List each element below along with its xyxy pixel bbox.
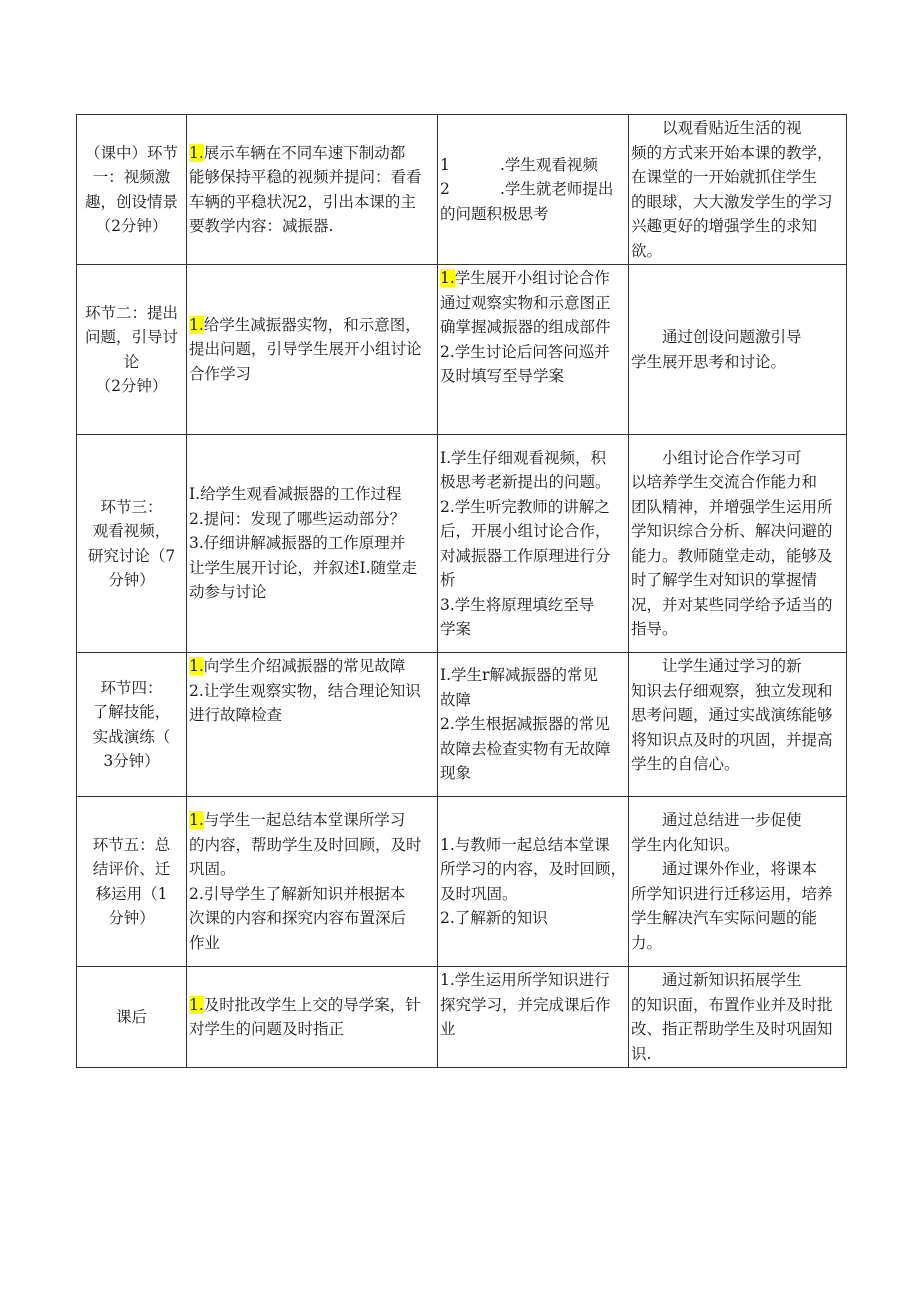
stage-text: 环节四： (100, 678, 163, 697)
intent-text: 能力。教师随堂走动，能够及 (631, 546, 833, 565)
teacher-text: 3.仔细讲解减振器的工作原理并 (189, 534, 406, 553)
highlight-marker: 1. (189, 657, 204, 675)
table-row (77, 265, 847, 435)
student-text: 对减振器工作原理进行分 (440, 546, 611, 565)
student-text: 2.了解新的知识 (440, 909, 548, 927)
teacher-text: 对学生的问题及时指正 (189, 1020, 345, 1038)
stage-text: 一：视频激 (92, 168, 171, 186)
stage-text: 课后 (115, 1007, 147, 1026)
student-activity-cell (438, 435, 629, 653)
intent-text: 时了解学生对知识的掌握情 (631, 571, 818, 589)
design-intent-cell (629, 115, 847, 265)
intent-text: 学生的自信心。 (631, 755, 740, 773)
teacher-text: 巩固。 (189, 860, 236, 878)
stage-cell (77, 653, 187, 797)
stage-text: 移运用（1 (95, 884, 168, 903)
intent-text: 学知识综合分析、解决问避的 (631, 522, 833, 540)
teacher-activity-cell (187, 115, 438, 265)
intent-text: 所学知识进行迁移运用，培养 (631, 884, 833, 903)
intent-text: 通过创设问题激引导 (662, 328, 802, 346)
stage-text: 研究讨论（7 (87, 546, 176, 565)
table-row (77, 967, 847, 1068)
teacher-activity-cell (187, 265, 438, 435)
list-number: 1 (440, 155, 450, 174)
stage-cell (77, 435, 187, 653)
teacher-text: 让学生展开讨论，并叙述I.随堂走 (189, 558, 418, 577)
teacher-text: 2.引导学生了解新知识并根据本 (189, 884, 406, 903)
table-row (77, 653, 847, 797)
student-text: 及时填写至导学案 (440, 367, 565, 385)
intent-text: 以培养学生交流合作能力和 (631, 473, 818, 491)
intent-text: 的眼球，大大激发学生的学习 (631, 192, 833, 211)
teacher-text: 车辆的平稳状况2，引出本课的主 (189, 192, 416, 211)
stage-cell (77, 797, 187, 967)
stage-text: 环节二：提出 (84, 303, 178, 322)
teacher-text: 2.让学生观察实物，结合理论知识 (189, 681, 421, 700)
intent-text: 通过新知识拓展学生 (662, 971, 802, 989)
student-text: 学生展开小组讨论合作 (454, 269, 610, 287)
intent-text: 知识去仔细观察，独立发现和 (631, 681, 833, 700)
intent-text: 学生展开思考和讨论。 (631, 352, 787, 371)
intent-text: 的知识面，布置作业并及时批 (631, 995, 833, 1014)
student-activity-cell (438, 797, 629, 967)
student-text: 及时巩固。 (440, 884, 518, 903)
teacher-text: 的内容，帮助学生及时回顾，及时 (189, 835, 422, 854)
list-number: 2 (440, 180, 450, 199)
stage-text: 实战演练（ (92, 727, 171, 746)
teacher-text: 2.提问：发现了哪些运动部分？ (189, 509, 406, 528)
stage-text: 结评价、迁 (92, 860, 171, 878)
intent-text: 让学生通过学习的新 (662, 657, 802, 675)
student-text: 1.与教师一起总结本堂课 (440, 835, 610, 854)
teacher-text: 动参与讨论 (189, 583, 267, 602)
highlight-marker: 1. (189, 811, 204, 829)
student-text: 故障去检查实物有无故障 (440, 739, 611, 758)
teacher-text: 进行故障检查 (189, 706, 283, 724)
teacher-text: 能够保持平稳的视频并提问：看看 (189, 168, 422, 186)
table-row (77, 797, 847, 967)
teacher-text: 及时批改学生上交的导学案，针 (203, 995, 421, 1014)
intent-text: 在课堂的一开始就抓住学生 (631, 168, 818, 186)
student-text: 2.学生根据减振器的常见 (440, 715, 610, 734)
student-text: 3.学生将原理填纥至导 (440, 595, 595, 614)
intent-text: 小组讨论合作学习可 (662, 448, 802, 467)
stage-text: 了解技能， (92, 703, 171, 721)
student-text: 故障 (440, 690, 472, 709)
student-text: 2.学生讨论后问答问巡并 (440, 342, 610, 361)
stage-text: 趣，创设情景 (84, 192, 178, 211)
intent-text: 团队精神，并增强学生运用所 (631, 497, 833, 516)
stage-text: （课中）环节 (84, 143, 178, 162)
student-text: 2.学生听完教师的讲解之 (440, 497, 610, 516)
student-text: I.学生仔细观看视频，积 (440, 448, 607, 467)
student-text: 业 (440, 1020, 456, 1038)
teacher-text: 向学生介绍减振器的常见故障 (203, 657, 406, 675)
student-text: 通过观察实物和示意图正 (440, 293, 611, 312)
student-text: 现象 (440, 764, 472, 783)
intent-text: 学生解决汽车实际问题的能 (631, 909, 818, 927)
intent-text: 识. (631, 1044, 652, 1063)
teacher-activity-cell (187, 653, 438, 797)
table-row (77, 115, 847, 265)
design-intent-cell (629, 797, 847, 967)
student-text: 所学习的内容，及时回顾， (440, 860, 627, 878)
stage-text: 环节三： (100, 497, 163, 516)
design-intent-cell (629, 967, 847, 1068)
student-text: I.学生r解减振器的常见 (440, 666, 598, 685)
design-intent-cell (629, 265, 847, 435)
table-row (77, 435, 847, 653)
intent-text: 通过总结进一步促使 (662, 811, 802, 829)
stage-text: 分钟） (108, 571, 155, 589)
student-text: 探究学习，并完成课后作 (440, 995, 611, 1014)
stage-cell (77, 265, 187, 435)
teacher-text: 作业 (189, 933, 221, 952)
stage-text: 问题，引导讨论 (84, 328, 178, 371)
student-activity-cell (438, 265, 629, 435)
stage-text: 观看视频， (92, 522, 171, 540)
teacher-text: 展示车辆在不同车速下制动都 (203, 143, 406, 162)
intent-text: 将知识点及时的巩固，并提高 (631, 730, 833, 749)
student-text: .学生就老师提出 (500, 180, 614, 199)
intent-text: 改、指正帮助学生及时巩固知 (631, 1020, 833, 1038)
stage-text: 3分钟） (103, 752, 160, 770)
teacher-activity-cell (187, 797, 438, 967)
stage-text: 环节五：总 (92, 835, 171, 854)
lesson-plan-table (76, 114, 847, 1068)
teacher-activity-cell (187, 967, 438, 1068)
intent-text: 欲。 (631, 241, 663, 260)
intent-text: 频的方式来开始本课的教学， (631, 143, 833, 162)
stage-cell (77, 115, 187, 265)
teacher-text: 合作学习 (189, 364, 252, 383)
stage-text: 分钟） (108, 909, 155, 927)
teacher-activity-cell (187, 435, 438, 653)
intent-text: 力。 (631, 933, 663, 952)
highlight-marker: 1. (189, 995, 204, 1014)
intent-text: 思考问题，通过实战演练能够 (631, 706, 833, 724)
teacher-text: I.给学生观看减振器的工作过程 (189, 485, 402, 504)
design-intent-cell (629, 653, 847, 797)
stage-cell (77, 967, 187, 1068)
student-activity-cell (438, 653, 629, 797)
stage-text: （2分钟） (95, 217, 168, 235)
teacher-text: 提出问题，引导学生展开小组讨论 (189, 340, 422, 359)
student-text: 学案 (440, 620, 472, 638)
student-text: 1.学生运用所学知识进行 (440, 971, 610, 989)
intent-text: 通过课外作业，将课本 (662, 860, 818, 878)
intent-text: 况，并对某些同学给予适当的 (631, 595, 833, 614)
student-activity-cell (438, 115, 629, 265)
student-text: 后，开展小组讨论合作， (440, 522, 611, 540)
student-text: 确掌握减振器的组成部件 (440, 318, 611, 336)
teacher-text: 与学生一起总结本堂课所学习 (203, 811, 406, 829)
student-text: 的问题积极思考 (440, 204, 549, 223)
highlight-marker: 1. (440, 269, 455, 287)
student-text: 析 (440, 571, 456, 589)
highlight-marker: 1. (189, 143, 204, 162)
highlight-marker: 1. (189, 315, 204, 334)
stage-text: （2分钟） (95, 377, 168, 395)
design-intent-cell (629, 435, 847, 653)
student-text: 极思考老新提出的问题。 (440, 473, 611, 491)
student-activity-cell (438, 967, 629, 1068)
teacher-text: 要教学内容：减振器. (189, 217, 334, 235)
intent-text: 学生内化知识。 (631, 835, 740, 854)
teacher-text: 给学生减振器实物，和示意图， (203, 315, 421, 334)
student-text: .学生观看视频 (500, 155, 598, 174)
intent-text: 兴趣更好的增强学生的求知 (631, 217, 818, 235)
teacher-text: 次课的内容和探究内容布置深后 (189, 909, 407, 927)
intent-text: 以观看贴近生活的视 (662, 119, 802, 137)
intent-text: 指导。 (631, 620, 678, 638)
